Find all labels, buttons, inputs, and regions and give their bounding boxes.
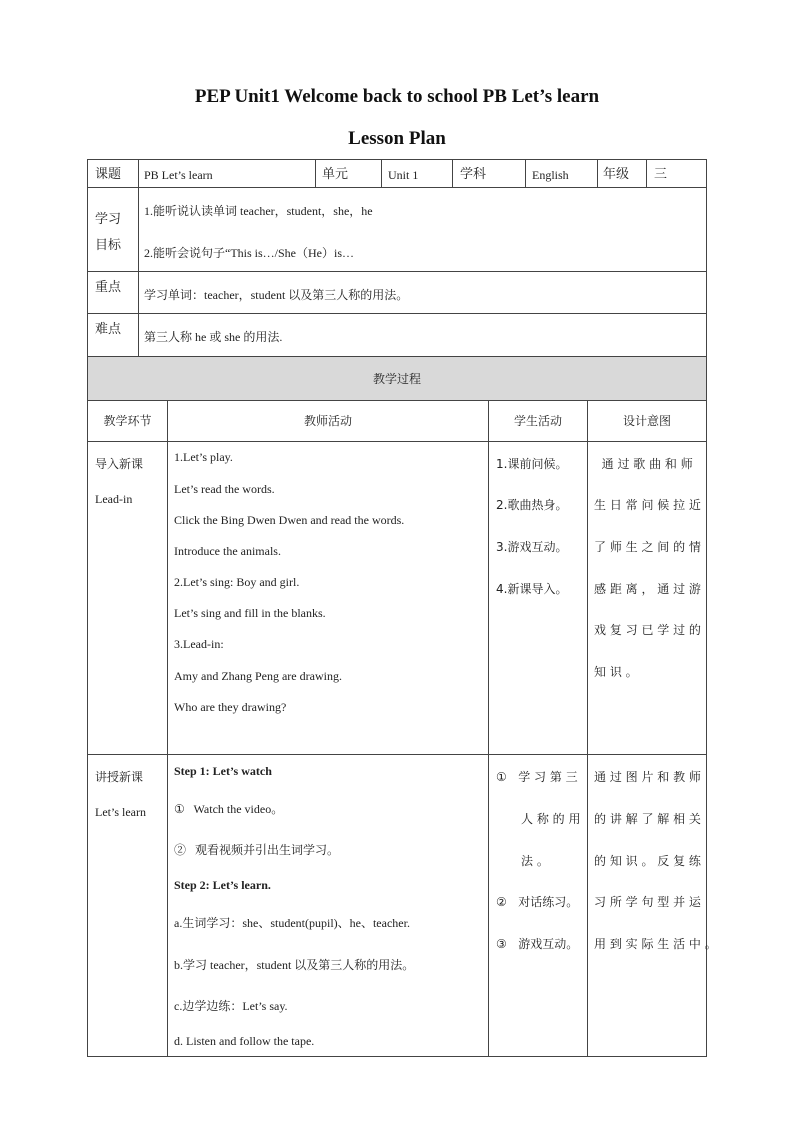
lets-learn-teacher-activities (174, 764, 484, 1054)
column-header-student: 学生活动 (513, 414, 562, 428)
column-header-intent: 设计意图 (622, 414, 671, 428)
intent-line: 的 知 识 。 反 复 练 (594, 854, 701, 868)
teacher-activity-line: Click the Bing Dwen Dwen and read the words. (174, 513, 405, 527)
process-header: 教学过程 (372, 372, 421, 386)
teacher-activity-line: ② 观看视频并引出生词学习。 (174, 843, 340, 857)
subject-label: 学科 (460, 167, 487, 182)
teacher-activity-line: a.生词学习：she、student(pupil)、he、teacher. (174, 916, 410, 930)
topic-label: 课题 (95, 167, 122, 182)
student-activity-line: ② 对话练习。 (496, 895, 579, 909)
student-activity-line: ③ 游戏互动。 (496, 937, 579, 951)
subject-value: English (532, 168, 569, 182)
intent-line: 感 距 离 ， 通 过 游 (594, 582, 701, 596)
intent-line: 习 所 学 句 型 并 运 (594, 895, 701, 909)
objectives-label-line-1: 学习 (95, 212, 122, 227)
lets-learn-student-activities (496, 770, 584, 960)
teacher-activity-line: Who are they drawing? (174, 700, 287, 714)
intent-line: 生 日 常 问 候 拉 近 (594, 498, 701, 512)
lead-in-teacher-activities (174, 450, 484, 750)
student-activity-line: 4.新课导入。 (496, 582, 568, 596)
intent-line: 通 过 图 片 和 教 师 (594, 770, 701, 784)
grade-value: 三 (654, 167, 668, 182)
teacher-activity-line: ① Watch the video。 (174, 802, 284, 816)
teacher-activity-line: Let’s read the words. (174, 482, 275, 496)
intent-line: 的 讲 解 了 解 相 关 (594, 812, 701, 826)
student-activity-line: 人 称 的 用 (521, 812, 581, 826)
teacher-activity-line: d. Listen and follow the tape. (174, 1034, 315, 1048)
student-activity-line: ① 学 习 第 三 (496, 770, 578, 784)
objective-item: 2.能听会说句子“This is…/She（He）is… (144, 246, 354, 260)
unit-value: Unit 1 (388, 168, 419, 182)
student-activity-line: 3.游戏互动。 (496, 540, 568, 554)
teacher-activity-line: Step 2: Let’s learn. (174, 878, 271, 892)
stage-lead-in-cn: 导入新课 (95, 457, 144, 471)
teacher-activity-line: 3.Lead-in: (174, 637, 224, 651)
intent-line: 戏 复 习 已 学 过 的 (594, 623, 701, 637)
difficulties-text: 第三人称 he 或 she 的用法. (144, 330, 283, 344)
grade-label: 年级 (603, 167, 630, 182)
objective-item: 1.能听说认读单词 teacher，student，she，he (144, 204, 373, 218)
teacher-activity-line: 1.Let’s play. (174, 450, 233, 464)
document-title: PEP Unit1 Welcome back to school PB Let’s learn (194, 86, 600, 107)
lead-in-student-activities (496, 457, 584, 607)
document-subtitle: Lesson Plan (348, 128, 446, 149)
teacher-activity-line: 2.Let’s sing: Boy and girl. (174, 575, 300, 589)
student-activity-line: 2.歌曲热身。 (496, 498, 568, 512)
student-activity-line: 1.课前问候。 (496, 457, 568, 471)
objectives-label-line-2: 目标 (95, 238, 122, 253)
student-activity-line: 法 。 (521, 854, 549, 868)
difficulties-label: 难点 (95, 322, 122, 337)
lets-learn-design-intent (594, 770, 717, 960)
teacher-activity-line: c.边学边练：Let’s say. (174, 999, 288, 1013)
column-header-stage: 教学环节 (103, 414, 152, 428)
intent-line: 了 师 生 之 间 的 情 (594, 540, 701, 554)
teacher-activity-line: Step 1: Let’s watch (174, 764, 272, 778)
topic-value: PB Let’s learn (144, 168, 213, 182)
key-points-label: 重点 (95, 280, 122, 295)
teacher-activity-line: Amy and Zhang Peng are drawing. (174, 669, 342, 683)
teacher-activity-line: Let’s sing and fill in the blanks. (174, 606, 326, 620)
teacher-activity-line: Introduce the animals. (174, 544, 281, 558)
intent-line: 知 识 。 (594, 665, 638, 679)
key-points-text: 学习单词：teacher，student 以及第三人称的用法。 (144, 288, 409, 302)
unit-label: 单元 (322, 167, 349, 182)
intent-line: 通 过 歌 曲 和 师 (594, 457, 693, 471)
lead-in-design-intent (594, 457, 704, 687)
column-header-teacher: 教师活动 (303, 414, 352, 428)
stage-lets-learn-cn: 讲授新课 (95, 770, 144, 784)
stage-lead-in-en: Lead-in (95, 492, 133, 506)
stage-lets-learn-en: Let’s learn (95, 805, 146, 819)
teacher-activity-line: b.学习 teacher，student 以及第三人称的用法。 (174, 958, 415, 972)
intent-line: 用 到 实 际 生 活 中 。 (594, 937, 717, 951)
